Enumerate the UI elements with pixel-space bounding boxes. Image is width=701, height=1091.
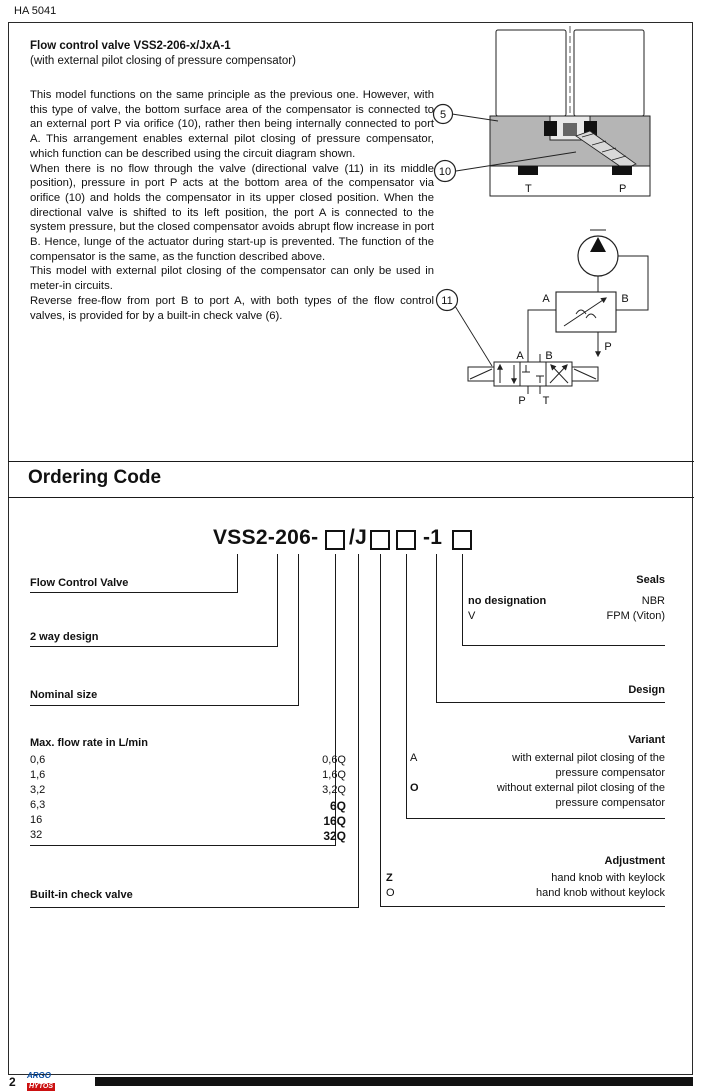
flow-rate-row (30, 799, 346, 813)
flow-rate-row (30, 754, 346, 768)
code-box-flow-rate (325, 530, 345, 550)
code-box-seals (452, 530, 472, 550)
flow-rate-row (30, 769, 346, 783)
label-flow-control-valve: Flow Control Valve (30, 577, 129, 589)
adjustment-key: Z (386, 872, 393, 884)
doc-code: HA 5041 (14, 5, 57, 17)
page-number: 2 (9, 1075, 16, 1089)
valve-port-a-label: A (542, 293, 550, 305)
directional-valve-symbol (468, 354, 598, 394)
variant-text: pressure compensator (555, 767, 665, 779)
label-adjustment-title: Adjustment (604, 855, 665, 867)
intro-paragraph: This model functions on the same principle as the previous one. However, with this type of valve, the bottom surface area of the compensator is connected to an external port P via orifice (10), rather then being internally connected to port A. This arrangement enables external pilot closing of pressure compensator, which function can be described using the circuit diagram shown. (30, 89, 434, 160)
variant-key: A (410, 752, 418, 764)
code-box-variant (396, 530, 416, 550)
flow-value: 32 (30, 829, 43, 841)
intro-subtitle: (with external pilot closing of pressure compensator) (30, 55, 296, 67)
dv-port-a-label: A (516, 350, 524, 362)
flow-code: 32Q (323, 829, 346, 843)
flow-rate-row (30, 784, 346, 798)
flow-value: 3,2 (30, 784, 46, 796)
code-box-adjustment (370, 530, 390, 550)
dv-port-b-label: B (545, 350, 553, 362)
flow-code: 16Q (323, 814, 346, 828)
adjustment-value: hand knob without keylock (535, 887, 665, 899)
label-two-way-design: 2 way design (30, 631, 99, 643)
flow-rate-row (30, 829, 346, 843)
connector-hline-nominal-size (30, 705, 299, 706)
connector-vline-two-way (277, 554, 278, 646)
hydraulic-motor-symbol (578, 230, 618, 276)
adjustment-key: O (386, 887, 395, 899)
connector-hline-seals (462, 645, 665, 646)
pilot-p-label: P (604, 341, 612, 353)
label-max-flow-rate: Max. flow rate in L/min (30, 737, 148, 749)
dv-port-t-label: T (542, 395, 550, 407)
code-prefix: VSS2-206- (213, 526, 319, 549)
dv-port-p-label: P (518, 395, 526, 407)
connector-hline-design (436, 702, 665, 703)
label-variant-title: Variant (628, 734, 665, 746)
flow-code: 1,6Q (322, 769, 346, 781)
connector-hline-flow-control-valve (30, 592, 238, 593)
label-seals-title: Seals (636, 574, 665, 586)
flow-value: 16 (30, 814, 43, 826)
intro-paragraph: This model with external pilot closing of the compensator can only be used in meter-in circuits. (30, 265, 434, 293)
code-slash-j: /J (349, 526, 368, 549)
brand-logo-line1: ARGO (27, 1071, 51, 1080)
seals-value: NBR (641, 595, 665, 607)
variant-text: with external pilot closing of the (512, 752, 665, 764)
flow-value: 1,6 (30, 769, 46, 781)
ordering-heading: Ordering Code (28, 467, 162, 488)
label-check-valve: Built-in check valve (30, 889, 133, 901)
flow-code: 6Q (329, 799, 346, 813)
callout-11-number: 11 (441, 295, 453, 307)
flow-code: 3,2Q (322, 784, 346, 796)
connector-vline-flow-control-valve (237, 554, 238, 592)
flow-rate-row (30, 814, 346, 828)
label-design-title: Design (628, 684, 665, 696)
connector-hline-two-way (30, 646, 278, 647)
callout-11 (437, 290, 493, 367)
connector-hline-adjustment (380, 906, 665, 907)
label-nominal-size: Nominal size (30, 689, 98, 701)
variant-text: pressure compensator (555, 797, 665, 809)
seals-key: V (468, 610, 476, 622)
port-label-t: T (525, 183, 532, 195)
callout-5-number: 5 (439, 109, 447, 121)
intro-title: Flow control valve VSS2-206-x/JxA-1 (30, 40, 231, 52)
section-divider (8, 461, 694, 462)
intro-paragraph: When there is no flow through the valve (directional valve (11) in its middle position), pressure in port P acts at the bottom area of the compensator via orifice (10) and holds the compensator in its upper closed position. When the directional valve is shifted to its left position, the port A is connected to the system pressure, but the closed compensator avoids abrupt flow increase in port B. Hence, lunge of the actuator during start-up is prevented. The function of the compensator is the same, as the function described above. (30, 162, 434, 263)
callout-10-number: 10 (438, 166, 452, 178)
valve-port-b-label: B (621, 293, 629, 305)
variant-text: without external pilot closing of the (496, 782, 665, 794)
brand-logo (27, 1072, 55, 1091)
adjustment-value: hand knob with keylock (551, 872, 665, 884)
flow-value: 0,6 (30, 754, 46, 766)
flow-value: 6,3 (30, 799, 46, 811)
port-label-p: P (619, 183, 627, 195)
section-divider (8, 497, 694, 498)
connector-hline-check-valve (30, 907, 359, 908)
seals-value: FPM (Viton) (606, 610, 665, 622)
connector-vline-nominal-size (298, 554, 299, 705)
valve-section-diagram (428, 24, 663, 222)
callout-5 (434, 105, 499, 124)
variant-key: O (410, 782, 419, 794)
brand-logo-line2: HYTOS (29, 1083, 53, 1090)
intro-body (30, 88, 434, 323)
connector-hline-flow-rate (30, 845, 336, 846)
intro-paragraph: Reverse free-flow from port B to port A, with both types of the flow control valves, is provided for by a built-in check valve (6). (30, 294, 434, 322)
flow-code: 0,6Q (322, 754, 346, 766)
connector-vline-check-valve (358, 554, 359, 907)
code-dash-one: -1 (423, 526, 443, 549)
flow-control-valve-symbol (556, 292, 616, 332)
valve-body (490, 26, 650, 196)
circuit-diagram (428, 226, 673, 418)
connector-hline-variant (406, 818, 665, 819)
seals-key: no designation (468, 595, 547, 607)
footer-bar (95, 1077, 693, 1086)
